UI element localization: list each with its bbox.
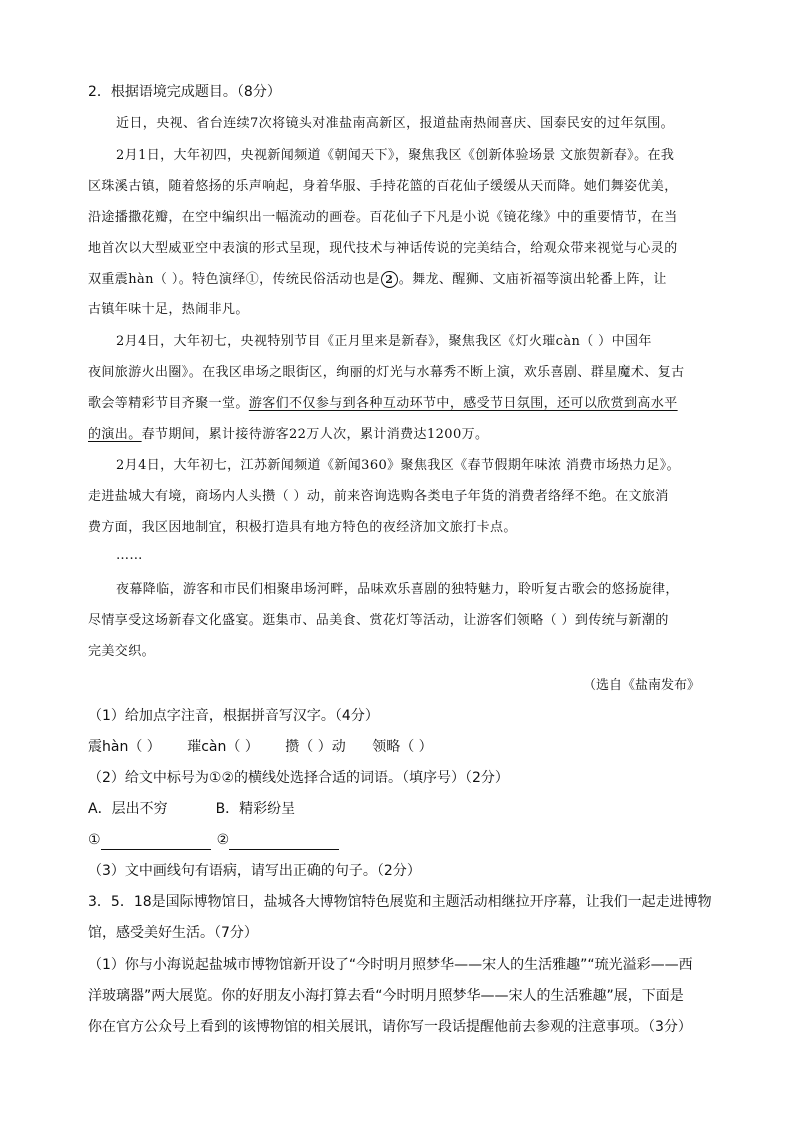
passage-para-3-line-2: 夜间旅游火出圈》。在我区串场之眼街区，绚丽的灯光与水幕秀不断上演，欢乐喜剧、群星魔术、复古 [88,365,685,380]
question-3-sub-1-line-2: 洋玻璃器”两大展览。你的好朋友小海打算去看“今时明月照梦华——宋人的生活雅趣”展，下面是 [88,988,684,1004]
passage-para-5-line-1: 夜幕降临，游客和市民们相聚串场河畔，品味欢乐喜剧的独特魅力，聆听复古歌会的悠扬旋律， [116,582,679,597]
question-3-title-line-2: 馆，感受美好生活。（7分） [88,925,258,941]
options-row [88,799,295,819]
subquestion-2: （2）给文中标号为①②的横线处选择合适的词语。（填序号）（2分） [88,770,509,786]
subquestion-1: （1）给加点字注音，根据拼音写汉字。（4分） [88,708,379,724]
passage-para-4-line-3: 费方面，我区因地制宜，积极打造具有地方特色的夜经济加文旅打卡点。 [88,520,517,535]
passage-para-2-line-2: 区珠溪古镇，随着悠扬的乐声响起，身着华服、手持花篮的百花仙子缓缓从天而降。她们舞姿优美， [88,179,678,194]
passage-para-3-line-4 [88,425,488,445]
passage-para-4-line-2: 走进盐城大有境，商场内人头攒（ ）动，前来咨询选购各类电子年货的消费者络绎不绝。在文旅消 [88,489,669,504]
passage-ellipsis: …… [116,548,143,563]
para-2-line-5-text-b: 。舞龙、醒狮、文庙祈福等演出轮番上阵，让 [398,272,667,287]
question-3-sub-1-line-3: 你在官方公众号上看到的该博物馆的相关展讯，请你写一段话提醒他前去参观的注意事项。（3分） [88,1019,692,1035]
subquestion-3: （3）文中画线句有语病，请写出正确的句子。（2分） [88,863,421,879]
passage-source: （选自《盐南发布》 [582,678,700,693]
pinyin-item-1: 震hàn（ ） [88,739,161,755]
question-3-sub-1-line-1: （1）你与小海说起盐城市博物馆新开设了“今时明月照梦华——宋人的生活雅趣”“琉光溢彩——西 [88,957,693,973]
subquestion-1-items [88,737,433,757]
underlined-sentence-part-1: 游客们不仅参与到各种互动环节中，感受节日氛围，还可以欣赏到高水平 [248,396,678,411]
para-2-line-5-text-a: 双重震hàn（ ）。特色演绎①，传统民俗活动也是 [88,272,380,287]
passage-para-2-line-4: 地首次以大型威亚空中表演的形式呈现，现代技术与神话传说的完美结合，给观众带来视觉与心灵的 [88,241,678,256]
question-2-title: 2．根据语境完成题目。（8分） [88,84,281,100]
blank-2-label: ② [216,832,230,848]
underlined-sentence-part-2: 的演出。 [88,427,142,442]
para-3-line-4-text: 春节期间，累计接待游客22万人次，累计消费达1200万。 [141,427,489,442]
passage-para-2-line-1: 2月1日，大年初四，央视新闻频道《朝闻天下》，聚焦我区《创新体验场景 文旅贺新春》。在我 [116,148,675,163]
passage-para-5-line-3: 完美交织。 [88,644,156,659]
answer-blank-2[interactable] [229,833,339,850]
para-3-line-3-text: 歌会等精彩节目齐聚一堂。 [88,396,249,411]
passage-para-3-line-3 [88,394,678,414]
pinyin-item-3: 攒（ ）动 [285,739,346,755]
passage-para-2-line-6: 古镇年味十足，热闹非凡。 [88,302,249,317]
option-b: B．精彩纷呈 [215,801,296,817]
answer-blank-1[interactable] [101,833,211,850]
blank-1-label: ① [88,832,101,848]
pinyin-item-2: 璀càn（ ） [187,739,259,755]
answer-blanks-row [88,830,345,850]
question-3-title-line-1: 3．5．18是国际博物馆日，盐城各大博物馆特色展览和主题活动相继拉开序幕，让我们一起走进博物 [88,894,712,910]
passage-para-3-line-1: 2月4日，大年初七，央视特别节目《正月里来是新春》，聚焦我区《灯火璀càn（ ）中国年 [116,334,652,349]
passage-para-2-line-5 [88,270,667,290]
passage-para-4-line-1: 2月4日，大年初七，江苏新闻频道《新闻360》聚焦我区《春节假期年味浓 消费市场热力足》。 [116,458,680,473]
option-a: A．层出不穷 [88,801,168,817]
blank-marker-2: 2 [381,271,398,288]
passage-para-1: 近日，央视、省台连续7次将镜头对准盐南高新区，报道盐南热闹喜庆、国泰民安的过年氛围。 [116,116,675,131]
passage-para-2-line-3: 沿途播撒花瓣，在空中编织出一幅流动的画卷。百花仙子下凡是小说《镜花缘》中的重要情节，在当 [88,210,678,225]
passage-para-5-line-2: 尽情享受这场新春文化盛宴。逛集市、品美食、赏花灯等活动，让游客们领略（ ）到传统与新潮的 [88,613,669,628]
pinyin-item-4: 领略（ ） [372,739,433,755]
